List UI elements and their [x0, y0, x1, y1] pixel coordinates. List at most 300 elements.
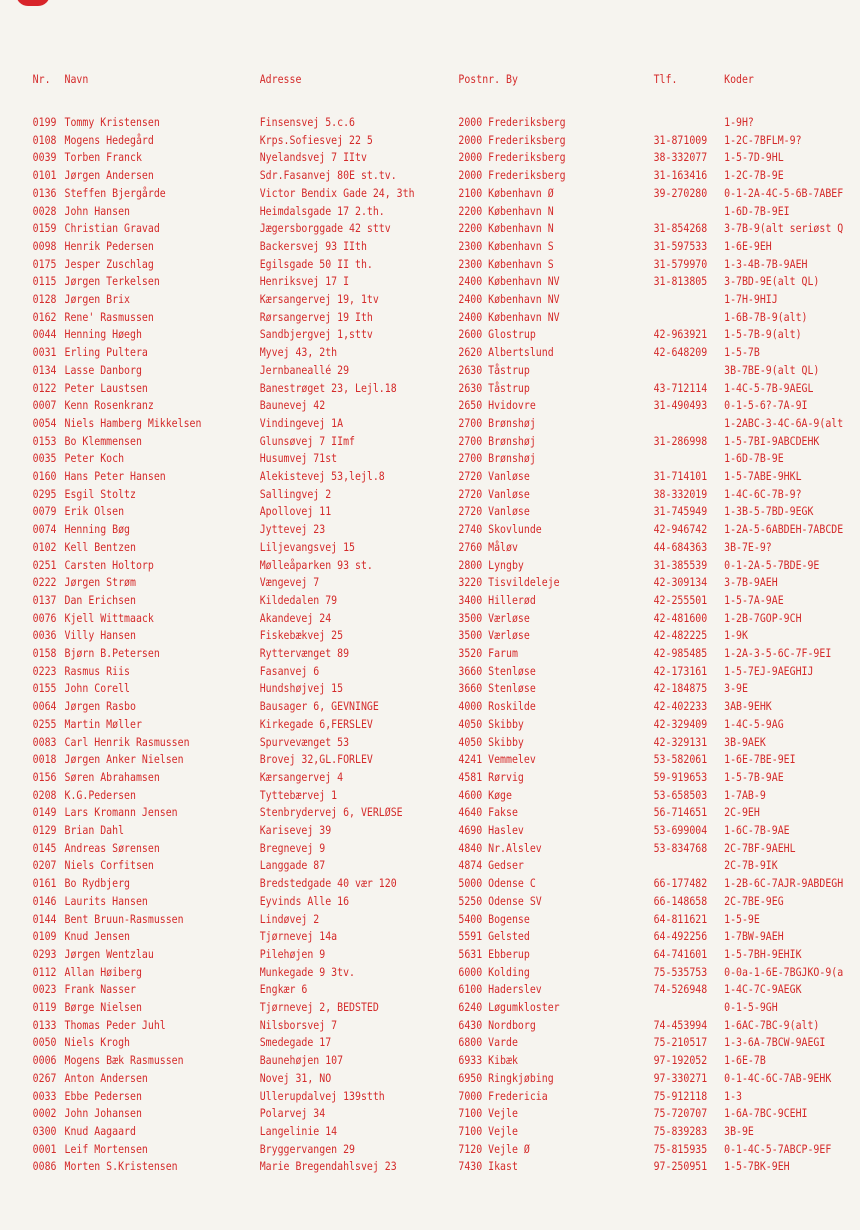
- member-nr: 0033: [32, 1088, 57, 1103]
- member-address: Pilehøjen 9: [259, 946, 326, 961]
- member-nr: 0136: [32, 185, 57, 200]
- member-postal: 5591 Gelsted: [458, 929, 530, 944]
- member-nr: 0112: [32, 964, 57, 979]
- member-address: Finsensvej 5.c.6: [259, 115, 355, 129]
- member-name: Børge Nielsen: [64, 1000, 142, 1014]
- member-nr: 0122: [32, 380, 57, 395]
- member-address: Munkegade 9 3tv.: [259, 964, 355, 979]
- member-address: Stenbrydervej 6, VERLØSE: [259, 805, 403, 820]
- member-phone: 64-492256: [653, 929, 708, 944]
- member-codes: 1-4C-6C-7B-9?: [724, 486, 802, 501]
- member-name: Mogens Bæk Rasmussen: [64, 1053, 184, 1068]
- member-name: Villy Hansen: [64, 628, 136, 643]
- member-phone: 38-332077: [653, 150, 708, 165]
- member-address: Kirkegade 6,FERSLEV: [259, 716, 373, 731]
- member-codes: 1-6E-9EH: [724, 238, 772, 253]
- member-phone: 59-919653: [653, 769, 708, 784]
- member-phone: 31-163416: [653, 168, 708, 183]
- member-postal: 2700 Brønshøj: [458, 451, 536, 466]
- member-address: Novej 31, NO: [259, 1070, 332, 1085]
- member-name: Esgil Stoltz: [64, 486, 136, 501]
- member-nr: 0145: [32, 840, 57, 855]
- member-codes: 3B-7BE-9(alt QL): [724, 362, 820, 377]
- member-nr: 0086: [32, 1159, 57, 1174]
- member-address: Sandbjergvej 1,sttv: [259, 327, 373, 342]
- member-postal: 2000 Frederiksberg: [458, 168, 566, 183]
- member-address: Jernbaneallé 29: [259, 362, 350, 377]
- member-postal: 2630 Tåstrup: [458, 380, 530, 395]
- member-name: Bo Rydbjerg: [64, 876, 131, 891]
- member-nr: 0023: [32, 982, 57, 997]
- member-nr: 0255: [32, 716, 57, 731]
- member-postal: 3220 Tisvildeleje: [458, 575, 560, 590]
- member-name: Rasmus Riis: [64, 663, 131, 678]
- member-phone: 42-329131: [653, 734, 708, 749]
- header-address: Adresse: [259, 72, 302, 86]
- member-address: Liljevangsvej 15: [259, 539, 355, 554]
- member-postal: 2300 København S: [458, 238, 554, 253]
- member-postal: 4600 Køge: [458, 787, 512, 802]
- member-postal: 2000 Frederiksberg: [458, 132, 566, 147]
- member-phone: 42-255501: [653, 592, 708, 607]
- member-name: Frank Nasser: [64, 982, 136, 997]
- member-name: Tommy Kristensen: [64, 115, 160, 129]
- member-codes: 3B-9E: [724, 1123, 754, 1138]
- member-nr: 0149: [32, 805, 57, 820]
- member-postal: 4241 Vemmelev: [458, 752, 536, 767]
- member-postal: 2720 Vanløse: [458, 486, 530, 501]
- member-address: Baunehøjen 107: [259, 1053, 344, 1068]
- member-phone: 53-834768: [653, 840, 708, 855]
- member-address: Vindingevej 1A: [259, 415, 344, 430]
- member-codes: 2C-7BE-9EG: [724, 893, 784, 908]
- member-name: Allan Høiberg: [64, 964, 142, 979]
- member-postal: 2740 Skovlunde: [458, 522, 542, 537]
- member-name: Carl Henrik Rasmussen: [64, 734, 190, 749]
- member-name: Jørgen Andersen: [64, 168, 154, 183]
- member-phone: 42-963921: [653, 327, 708, 342]
- member-nr: 0208: [32, 787, 57, 802]
- member-phone: 75-839283: [653, 1123, 708, 1138]
- member-codes: 3-7BD-9E(alt QL): [724, 274, 820, 289]
- member-phone: 31-745949: [653, 504, 708, 519]
- member-address: Backersvej 93 IIth: [259, 238, 367, 253]
- member-name: Anton Andersen: [64, 1070, 148, 1085]
- member-nr: 0018: [32, 752, 57, 767]
- member-codes: 1-5-7BI-9ABCDEHK: [724, 433, 820, 448]
- member-address: Heimdalsgade 17 2.th.: [259, 203, 385, 218]
- member-name: Andreas Sørensen: [64, 840, 160, 855]
- member-address: Krps.Sofiesvej 22 5: [259, 132, 373, 147]
- member-phone: 39-270280: [653, 185, 708, 200]
- member-phone: 42-184875: [653, 681, 708, 696]
- member-codes: 1-3-4B-7B-9AEH: [724, 256, 808, 271]
- member-phone: 44-684363: [653, 539, 708, 554]
- member-name: Jørgen Brix: [64, 292, 131, 306]
- member-codes: 1-5-7B-9(alt): [724, 327, 802, 342]
- member-nr: 0044: [32, 327, 57, 342]
- member-codes: 1-6E-7BE-9EI: [724, 752, 796, 767]
- member-postal: 2720 Vanløse: [458, 469, 530, 483]
- member-address: Spurvevænget 53: [259, 734, 350, 749]
- member-codes: 3AB-9EHK: [724, 699, 772, 714]
- member-address: Smedegade 17: [259, 1035, 332, 1050]
- member-codes: 1-2A-3-5-6C-7F-9EI: [724, 646, 832, 660]
- member-codes: 1-5-7B-9AE: [724, 769, 784, 784]
- member-codes: 1-6E-7B: [724, 1053, 766, 1068]
- member-codes: 0-1-2A-5-7BDE-9E: [724, 557, 820, 572]
- member-phone: 75-912118: [653, 1088, 708, 1103]
- member-codes: 1-6A-7BC-9CEHI: [724, 1106, 808, 1121]
- member-nr: 0293: [32, 946, 57, 961]
- member-name: Niels Hamberg Mikkelsen: [64, 415, 202, 430]
- member-codes: 1-6D-7B-9EI: [724, 203, 790, 218]
- member-name: Søren Abrahamsen: [64, 769, 160, 784]
- member-name: Henning Høegh: [64, 327, 142, 342]
- member-phone: 64-811621: [653, 911, 708, 926]
- member-nr: 0079: [32, 504, 57, 519]
- member-name: Jesper Zuschlag: [64, 256, 154, 271]
- member-nr: 0007: [32, 398, 57, 413]
- member-codes: 1-4C-5-9AG: [724, 716, 784, 731]
- member-postal: 2300 København S: [458, 256, 554, 271]
- member-postal: 2000 Frederiksberg: [458, 115, 566, 129]
- member-address: Bredstedgade 40 vær 120: [259, 876, 397, 891]
- member-address: Myvej 43, 2th: [259, 345, 338, 360]
- member-phone: 31-286998: [653, 433, 708, 448]
- member-codes: 0-1-5-9GH: [724, 1000, 778, 1014]
- member-codes: 1-4C-5-7B-9AEGL: [724, 380, 814, 395]
- member-nr: 0158: [32, 646, 57, 660]
- member-nr: 0039: [32, 150, 57, 165]
- member-postal: 2400 København NV: [458, 274, 560, 289]
- member-phone: 42-402233: [653, 699, 708, 714]
- member-address: Apollovej 11: [259, 504, 332, 519]
- member-address: Tjørnevej 2, BEDSTED: [259, 1000, 379, 1014]
- member-phone: 31-490493: [653, 398, 708, 413]
- member-phone: 56-714651: [653, 805, 708, 820]
- member-phone: 53-658503: [653, 787, 708, 802]
- member-postal: 5631 Ebberup: [458, 946, 530, 961]
- member-codes: 1-2B-7GOP-9CH: [724, 610, 802, 625]
- member-postal: 2620 Albertslund: [458, 345, 554, 360]
- member-address: Banestrøget 23, Lejl.18: [259, 380, 397, 395]
- member-codes: 2C-7B-9IK: [724, 858, 778, 873]
- member-nr: 0076: [32, 610, 57, 625]
- member-nr: 0109: [32, 929, 57, 944]
- header-codes: Koder: [724, 72, 754, 86]
- member-nr: 0083: [32, 734, 57, 749]
- member-phone: 42-648209: [653, 345, 708, 360]
- header-phone: Tlf.: [653, 72, 678, 86]
- member-nr: 0155: [32, 681, 57, 696]
- member-codes: 1-5-9E: [724, 911, 760, 926]
- member-address: Kærsangervej 4: [259, 769, 344, 784]
- member-name: Martin Møller: [64, 716, 142, 731]
- member-codes: 1-3B-5-7BD-9EGK: [724, 504, 814, 519]
- member-name: Jørgen Wentzlau: [64, 946, 154, 961]
- member-codes: 1-2C-7B-9E: [724, 168, 784, 183]
- member-address: Tjørnevej 14a: [259, 929, 338, 944]
- member-postal: 3660 Stenløse: [458, 663, 536, 678]
- member-nr: 0119: [32, 1000, 57, 1014]
- member-address: Sallingvej 2: [259, 486, 332, 501]
- member-postal: 4581 Rørvig: [458, 769, 524, 784]
- member-phone: 31-714101: [653, 469, 708, 483]
- member-name: Thomas Peder Juhl: [64, 1017, 166, 1032]
- member-name: Lasse Danborg: [64, 362, 142, 377]
- member-name: Brian Dahl: [64, 823, 125, 837]
- member-name: Erik Olsen: [64, 504, 125, 519]
- member-address: Hundshøjvej 15: [259, 681, 344, 696]
- member-name: Carsten Holtorp: [64, 557, 154, 572]
- member-codes: 1-2A-5-6ABDEH-7ABCDE: [724, 522, 844, 537]
- member-nr: 0175: [32, 256, 57, 271]
- member-codes: 0-0a-1-6E-7BGJKO-9(a: [724, 964, 844, 979]
- member-codes: 1-6AC-7BC-9(alt): [724, 1017, 820, 1032]
- member-phone: 75-815935: [653, 1141, 708, 1156]
- member-codes: 1-2ABC-3-4C-6A-9(alt: [724, 415, 844, 430]
- member-name: Mogens Hedegård: [64, 132, 154, 147]
- member-name: Jørgen Strøm: [64, 575, 136, 590]
- member-phone: 97-192052: [653, 1053, 708, 1068]
- member-postal: 4690 Haslev: [458, 823, 524, 837]
- member-nr: 0162: [32, 309, 57, 324]
- member-nr: 0222: [32, 575, 57, 590]
- member-phone: 31-854268: [653, 221, 708, 236]
- member-name: Steffen Bjergårde: [64, 185, 166, 200]
- member-nr: 0108: [32, 132, 57, 147]
- member-codes: 2C-7BF-9AEHL: [724, 840, 796, 855]
- member-name: John Johansen: [64, 1106, 142, 1121]
- member-codes: 3-9E: [724, 681, 748, 696]
- member-name: Laurits Hansen: [64, 893, 148, 908]
- member-postal: 2760 Måløv: [458, 539, 518, 554]
- member-phone: 31-813805: [653, 274, 708, 289]
- member-codes: 1-5-7EJ-9AEGHIJ: [724, 663, 814, 678]
- member-phone: 31-871009: [653, 132, 708, 147]
- member-phone: 42-985485: [653, 646, 708, 660]
- member-postal: 6430 Nordborg: [458, 1017, 536, 1032]
- member-name: Henning Bøg: [64, 522, 131, 537]
- member-name: Henrik Pedersen: [64, 238, 154, 253]
- member-nr: 0074: [32, 522, 57, 537]
- member-name: Peter Laustsen: [64, 380, 148, 395]
- member-postal: 6000 Kolding: [458, 964, 530, 979]
- member-nr: 0102: [32, 539, 57, 554]
- member-address: Nilsborsvej 7: [259, 1017, 338, 1032]
- member-name: Rene' Rasmussen: [64, 309, 154, 324]
- member-postal: 7000 Fredericia: [458, 1088, 548, 1103]
- member-postal: 3520 Farum: [458, 646, 518, 660]
- member-nr: 0054: [32, 415, 57, 430]
- member-postal: 4000 Roskilde: [458, 699, 536, 714]
- member-nr: 0144: [32, 911, 57, 926]
- member-postal: 2720 Vanløse: [458, 504, 530, 519]
- member-address: Jægersborggade 42 sttv: [259, 221, 391, 236]
- member-address: Langelinie 14: [259, 1123, 338, 1138]
- member-name: K.G.Pedersen: [64, 787, 136, 802]
- member-address: Akandevej 24: [259, 610, 332, 625]
- member-nr: 0001: [32, 1141, 57, 1156]
- member-nr: 0137: [32, 592, 57, 607]
- member-name: Kjell Wittmaack: [64, 610, 154, 625]
- member-codes: 1-9K: [724, 628, 748, 643]
- member-phone: 97-250951: [653, 1159, 708, 1174]
- member-nr: 0223: [32, 663, 57, 678]
- member-name: Niels Corfitsen: [64, 858, 154, 873]
- member-postal: 2800 Lyngby: [458, 557, 524, 572]
- member-address: Lindøvej 2: [259, 911, 320, 926]
- member-nr: 0031: [32, 345, 57, 360]
- member-nr: 0129: [32, 823, 57, 837]
- member-codes: 1-5-7A-9AE: [724, 592, 784, 607]
- member-codes: 1-6D-7B-9E: [724, 451, 784, 466]
- member-nr: 0098: [32, 238, 57, 253]
- member-name: Hans Peter Hansen: [64, 469, 166, 483]
- member-name: John Corell: [64, 681, 131, 696]
- member-name: Jørgen Rasbo: [64, 699, 136, 714]
- member-codes: 3B-9AEK: [724, 734, 766, 749]
- member-codes: 1-5-7ABE-9HKL: [724, 469, 802, 483]
- member-address: Engkær 6: [259, 982, 308, 997]
- member-nr: 0300: [32, 1123, 57, 1138]
- member-nr: 0028: [32, 203, 57, 218]
- member-nr: 0153: [32, 433, 57, 448]
- member-phone: 75-720707: [653, 1106, 708, 1121]
- member-postal: 6100 Haderslev: [458, 982, 542, 997]
- member-address: Henriksvej 17 I: [259, 274, 350, 289]
- member-postal: 5000 Odense C: [458, 876, 536, 891]
- member-address: Victor Bendix Gade 24, 3th: [259, 185, 415, 200]
- member-address: Bryggervangen 29: [259, 1141, 355, 1156]
- member-postal: 2200 København N: [458, 221, 554, 236]
- member-postal: 4874 Gedser: [458, 858, 524, 873]
- member-address: Tyttebærvej 1: [259, 787, 338, 802]
- member-phone: 74-453994: [653, 1017, 708, 1032]
- member-address: Egilsgade 50 II th.: [259, 256, 373, 271]
- member-postal: 2700 Brønshøj: [458, 415, 536, 430]
- member-address: Mølleåparken 93 st.: [259, 557, 373, 572]
- member-codes: 1-3: [724, 1088, 742, 1103]
- member-name: Erling Pultera: [64, 345, 148, 360]
- member-nr: 0035: [32, 451, 57, 466]
- member-phone: 53-582061: [653, 752, 708, 767]
- member-address: Karisevej 39: [259, 823, 332, 837]
- member-postal: 2400 København NV: [458, 292, 560, 306]
- member-postal: 2650 Hvidovre: [458, 398, 536, 413]
- member-nr: 0267: [32, 1070, 57, 1085]
- member-address: Fasanvej 6: [259, 663, 320, 678]
- member-postal: 2000 Frederiksberg: [458, 150, 566, 165]
- member-phone: 75-210517: [653, 1035, 708, 1050]
- member-address: Fiskebækvej 25: [259, 628, 344, 643]
- member-address: Ullerupdalvej 139stth: [259, 1088, 385, 1103]
- member-nr: 0133: [32, 1017, 57, 1032]
- member-address: Langgade 87: [259, 858, 326, 873]
- member-codes: 1-2B-6C-7AJR-9ABDEGH: [724, 876, 844, 891]
- member-phone: 64-741601: [653, 946, 708, 961]
- member-address: Brovej 32,GL.FORLEV: [259, 752, 373, 767]
- member-postal: 6950 Ringkjøbing: [458, 1070, 554, 1085]
- member-codes: 1-3-6A-7BCW-9AEGI: [724, 1035, 826, 1050]
- member-postal: 5400 Bogense: [458, 911, 530, 926]
- member-postal: 2700 Brønshøj: [458, 433, 536, 448]
- member-phone: 31-385539: [653, 557, 708, 572]
- member-postal: 2200 København N: [458, 203, 554, 218]
- member-name: Leif Mortensen: [64, 1141, 148, 1156]
- member-address: Bregnevej 9: [259, 840, 326, 855]
- member-phone: 42-173161: [653, 663, 708, 678]
- member-codes: 1-2C-7BFLM-9?: [724, 132, 802, 147]
- member-address: Ryttervænget 89: [259, 646, 350, 660]
- member-name: Morten S.Kristensen: [64, 1159, 178, 1174]
- member-address: Alekistevej 53,lejl.8: [259, 469, 385, 483]
- member-nr: 0036: [32, 628, 57, 643]
- member-codes: 1-7AB-9: [724, 787, 766, 802]
- member-nr: 0101: [32, 168, 57, 183]
- member-postal: 3400 Hillerød: [458, 592, 536, 607]
- member-codes: 1-6C-7B-9AE: [724, 823, 790, 837]
- member-postal: 2100 København Ø: [458, 185, 554, 200]
- member-nr: 0006: [32, 1053, 57, 1068]
- member-address: Husumvej 71st: [259, 451, 338, 466]
- member-nr: 0251: [32, 557, 57, 572]
- member-codes: 1-5-7BH-9EHIK: [724, 946, 802, 961]
- member-codes: 1-7H-9HIJ: [724, 292, 778, 306]
- member-name: Kenn Rosenkranz: [64, 398, 154, 413]
- header-name: Navn: [64, 72, 89, 86]
- member-name: Bo Klemmensen: [64, 433, 142, 448]
- member-name: Niels Krogh: [64, 1035, 131, 1050]
- member-phone: 38-332019: [653, 486, 708, 501]
- member-phone: 31-579970: [653, 256, 708, 271]
- member-codes: 1-5-7B: [724, 345, 760, 360]
- member-postal: 5250 Odense SV: [458, 893, 542, 908]
- member-postal: 3500 Værløse: [458, 610, 530, 625]
- member-name: John Hansen: [64, 203, 131, 218]
- member-postal: 4050 Skibby: [458, 716, 524, 731]
- member-postal: 4840 Nr.Alslev: [458, 840, 542, 855]
- member-address: Kærsangervej 19, 1tv: [259, 292, 379, 306]
- member-address: Marie Bregendahlsvej 23: [259, 1159, 397, 1174]
- member-phone: 43-712114: [653, 380, 708, 395]
- member-postal: 4640 Fakse: [458, 805, 518, 820]
- member-name: Jørgen Terkelsen: [64, 274, 160, 289]
- member-address: Jyttevej 23: [259, 522, 326, 537]
- member-codes: 3B-7E-9?: [724, 539, 772, 554]
- member-phone: 66-148658: [653, 893, 708, 908]
- member-postal: 3500 Værløse: [458, 628, 530, 643]
- member-codes: 0-1-2A-4C-5-6B-7ABEF: [724, 185, 844, 200]
- member-nr: 0199: [32, 115, 57, 129]
- member-postal: 2630 Tåstrup: [458, 362, 530, 377]
- member-name: Christian Gravad: [64, 221, 160, 236]
- member-address: Vængevej 7: [259, 575, 320, 590]
- member-postal: 7100 Vejle: [458, 1123, 518, 1138]
- member-address: Polarvej 34: [259, 1106, 326, 1121]
- member-name: Bjørn B.Petersen: [64, 646, 160, 660]
- member-phone: 53-699004: [653, 823, 708, 837]
- member-codes: 0-1-4C-5-7ABCP-9EF: [724, 1141, 832, 1156]
- member-codes: 3-7B-9(alt seriøst Q: [724, 221, 844, 236]
- member-phone: 42-946742: [653, 522, 708, 537]
- member-address: Nyelandsvej 7 IItv: [259, 150, 367, 165]
- member-address: Baunevej 42: [259, 398, 326, 413]
- member-name: Ebbe Pedersen: [64, 1088, 142, 1103]
- member-postal: 3660 Stenløse: [458, 681, 536, 696]
- member-postal: 2600 Glostrup: [458, 327, 536, 342]
